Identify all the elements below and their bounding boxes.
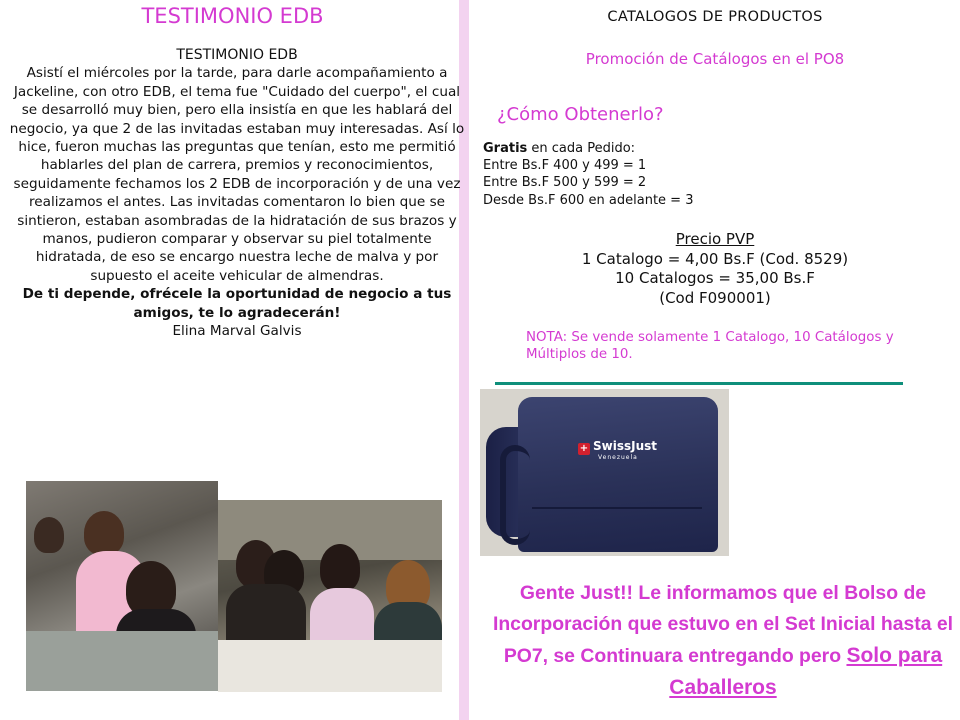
- announcement-text: Gente Just!! Le informamos que el Bolso de Incorporación que estuvo en el Set Inicial hasta el PO7, se Continuara entregando pero: [492, 582, 954, 667]
- promo-title: Promoción de Catálogos en el PO8: [585, 50, 845, 68]
- bag-body: [518, 397, 718, 552]
- bag-strap: [500, 445, 530, 545]
- section-rule: [495, 382, 903, 385]
- gratis-rest: en cada Pedido:: [527, 141, 636, 156]
- bag-logo: [578, 439, 668, 461]
- right-heading: CATALOGOS DE PRODUCTOS: [607, 9, 823, 25]
- tier-line-1: Entre Bs.F 400 y 499 = 1: [483, 158, 647, 174]
- price-title: Precio PVP: [675, 230, 755, 248]
- announcement-underlined: Solo para Caballeros: [669, 644, 943, 699]
- tier-line-3: Desde Bs.F 600 en adelante = 3: [483, 192, 694, 208]
- bag-logo-sub: Venezuela: [598, 454, 638, 461]
- testimonial-closing: De ti depende, ofrécele la oportunidad de negocio a tus amigos, te lo agradecerán!: [22, 286, 452, 321]
- gratis-block: [483, 140, 693, 209]
- how-to-get-title: ¿Cómo Obtenerlo?: [497, 104, 664, 125]
- price-line-3: (Cod F090001): [659, 288, 771, 307]
- bag-photo: [480, 389, 729, 556]
- testimonial-block: [8, 46, 466, 341]
- gratis-line: [483, 140, 693, 157]
- testimonial-signature: Elina Marval Galvis: [172, 323, 302, 340]
- bag-logo-text: SwissJust: [593, 439, 658, 453]
- gratis-label: Gratis: [483, 141, 528, 156]
- testimonial-title: TESTIMONIO EDB: [176, 47, 298, 63]
- note-text: NOTA: Se vende solamente 1 Catalogo, 10 Catálogos y Múltiplos de 10.: [526, 330, 894, 362]
- swiss-cross-icon: +: [579, 443, 589, 454]
- pricing-block: [470, 230, 960, 308]
- tier-line-2: Entre Bs.F 500 y 599 = 2: [483, 175, 647, 191]
- photo-demonstration: [26, 481, 218, 691]
- photo-group: [218, 500, 442, 692]
- bag-pocket-seam: [532, 507, 702, 509]
- testimonial-body: Asistí el miércoles por la tarde, para darle acompañamiento a Jackeline, con otro EDB, el tema fue "Cuidado del cuerpo", el cual se desarrolló muy bien, pero ella insistía en que les hablará del negocio, ya que 2 de las invitadas estaban muy interesadas. Así lo hice, fueron muchas las preguntas que tenían, esto me permitió hablarles del plan de carrera, premios y reconocimientos, seguidamente fechamos los 2 EDB de incorporación y de una vez realizamos el antes. Las invitadas comentaron lo bien que se sintieron, estaban asombradas de la hidratación de sus brazos y manos, pudieron comparar y observar su piel totalmente hidratada, de eso se encargo nuestra leche de malva y por supuesto el aceite vehicular de almendras.: [9, 65, 465, 284]
- price-line-1: 1 Catalogo = 4,00 Bs.F (Cod. 8529): [581, 249, 849, 268]
- announcement: [486, 578, 960, 704]
- price-line-2: 10 Catalogos = 35,00 Bs.F: [615, 269, 815, 287]
- left-heading: TESTIMONIO EDB: [141, 4, 324, 28]
